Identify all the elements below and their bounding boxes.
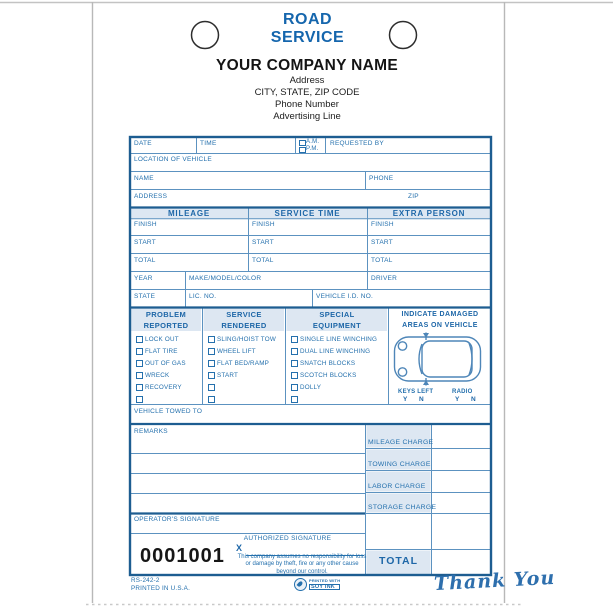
field-label-time: TIME xyxy=(200,140,217,147)
label-dolly: DOLLY xyxy=(300,383,322,391)
label-flat-bed-ramp: FLAT BED/RAMP xyxy=(217,359,270,367)
authorized-signature-label: AUTHORIZED SIGNATURE xyxy=(243,534,332,542)
checkbox-dual-line-winching[interactable] xyxy=(291,348,298,355)
thank-you-script: Thank You xyxy=(433,566,556,596)
checkbox-scotch-blocks[interactable] xyxy=(291,372,298,379)
label-recovery: RECOVERY xyxy=(145,383,182,391)
car-diagram[interactable] xyxy=(392,332,484,386)
checkbox-recovery[interactable] xyxy=(136,384,143,391)
label-single-line-winching: SINGLE LINE WINCHING xyxy=(300,335,378,343)
make-model-color-label: MAKE/MODEL/COLOR xyxy=(189,274,262,282)
field-label-name: NAME xyxy=(134,175,154,182)
checkbox-single-line-winching[interactable] xyxy=(291,336,298,343)
servicetime-total-label: TOTAL xyxy=(252,256,274,264)
soy-ink-text-2: SOY INK xyxy=(309,584,340,591)
towing-charge-label: TOWING CHARGE xyxy=(368,461,431,468)
checkbox-equipment-other[interactable] xyxy=(291,396,298,403)
label-wreck: WRECK xyxy=(145,371,170,379)
mileage-charge-label: MILEAGE CHARGE xyxy=(368,439,434,446)
servicetime-start-label: START xyxy=(252,238,274,246)
extraperson-finish-label: FINISH xyxy=(371,221,394,228)
company-city: CITY, STATE, ZIP CODE xyxy=(254,87,360,98)
field-label-phone: PHONE xyxy=(369,175,394,182)
extraperson-start-label: START xyxy=(371,238,393,246)
year-label: YEAR xyxy=(134,274,153,282)
col-header-service-time: SERVICE TIME xyxy=(274,209,341,218)
company-phone: Phone Number xyxy=(275,99,339,110)
keys-left-yes[interactable]: Y xyxy=(403,396,408,403)
label-dual-line-winching: DUAL LINE WINCHING xyxy=(300,347,371,355)
extraperson-total-label: TOTAL xyxy=(371,256,393,264)
remarks-label: REMARKS xyxy=(134,427,168,435)
col-header-extra-person: EXTRA PERSON xyxy=(392,209,466,218)
label-flat-tire: FLAT TIRE xyxy=(145,347,178,355)
label-snatch-blocks: SNATCH BLOCKS xyxy=(300,359,356,367)
storage-charge-label: STORAGE CHARGE xyxy=(368,504,437,511)
special-equipment-header: SPECIAL EQUIPMENT xyxy=(312,310,362,330)
lic-no-label: LIC. NO. xyxy=(189,292,217,300)
vehicle-towed-to-label: VEHICLE TOWED TO xyxy=(134,407,203,415)
radio-label: RADIO xyxy=(452,388,473,395)
mileage-total-label: TOTAL xyxy=(134,256,156,264)
printed-in-usa: PRINTED IN U.S.A. xyxy=(131,585,191,592)
form-number: 0001001 xyxy=(140,545,225,567)
checkbox-lock-out[interactable] xyxy=(136,336,143,343)
company-ad-line: Advertising Line xyxy=(273,111,341,122)
service-rendered-header: SERVICE RENDERED xyxy=(221,310,267,330)
checkbox-flat-bed-ramp[interactable] xyxy=(208,360,215,367)
labor-charge-label: LABOR CHARGE xyxy=(368,483,426,490)
vehicle-id-label: VEHICLE I.D. NO. xyxy=(316,292,374,300)
mileage-finish-label: FINISH xyxy=(134,221,157,228)
field-label-location: LOCATION OF VEHICLE xyxy=(134,156,212,163)
checkbox-problem-other[interactable] xyxy=(136,396,143,403)
soy-ink-icon xyxy=(294,578,307,591)
checkbox-snatch-blocks[interactable] xyxy=(291,360,298,367)
checkbox-flat-tire[interactable] xyxy=(136,348,143,355)
field-label-requested-by: REQUESTED BY xyxy=(330,140,384,147)
label-start: START xyxy=(217,371,239,379)
label-scotch-blocks: SCOTCH BLOCKS xyxy=(300,371,357,379)
field-label-address: ADDRESS xyxy=(134,192,168,200)
field-label-zip: ZIP xyxy=(408,192,419,200)
label-out-of-gas: OUT OF GAS xyxy=(145,359,186,367)
form-title-line2: SERVICE xyxy=(270,29,345,46)
servicetime-finish-label: FINISH xyxy=(252,221,275,228)
hole-punch-right xyxy=(390,22,417,49)
soy-ink-text-1: PRINTED WITH xyxy=(309,578,341,583)
hole-punch-left xyxy=(192,22,219,49)
total-label: TOTAL xyxy=(378,555,419,567)
am-checkbox[interactable] xyxy=(299,140,306,147)
checkbox-start[interactable] xyxy=(208,372,215,379)
mileage-start-label: START xyxy=(134,238,156,246)
company-name: YOUR COMPANY NAME xyxy=(216,57,398,74)
damage-areas-header: INDICATE DAMAGED AREAS ON VEHICLE xyxy=(401,311,479,329)
checkbox-out-of-gas[interactable] xyxy=(136,360,143,367)
label-lock-out: LOCK OUT xyxy=(145,335,179,343)
checkbox-wheel-lift[interactable] xyxy=(208,348,215,355)
form-title-line1: ROAD xyxy=(282,11,333,28)
pm-label: P.M. xyxy=(306,146,319,152)
checkbox-wreck[interactable] xyxy=(136,372,143,379)
company-address: Address xyxy=(289,75,325,86)
keys-left-no[interactable]: N xyxy=(419,396,424,403)
signature-x-mark: X xyxy=(236,543,243,553)
state-label: STATE xyxy=(134,292,156,300)
pm-checkbox[interactable] xyxy=(299,147,306,154)
driver-label: DRIVER xyxy=(371,274,398,282)
keys-left-label: KEYS LEFT xyxy=(398,388,434,395)
field-label-date: DATE xyxy=(134,140,152,147)
col-header-mileage: MILEAGE xyxy=(167,209,211,218)
radio-yes[interactable]: Y xyxy=(455,396,460,403)
label-wheel-lift: WHEEL LIFT xyxy=(217,347,256,355)
soy-ink-logo xyxy=(294,578,340,591)
disclaimer-line-2: or damage by theft, fire or any other cause xyxy=(245,561,359,567)
am-label: A.M. xyxy=(306,139,320,145)
operator-signature-label: OPERATOR'S SIGNATURE xyxy=(134,516,220,523)
disclaimer-line-1: This company assumes no responsibility for loss xyxy=(237,553,367,560)
disclaimer-line-3: beyond our control. xyxy=(276,568,328,575)
checkbox-service-other-1[interactable] xyxy=(208,384,215,391)
stock-number: RS-242-2 xyxy=(131,577,160,584)
checkbox-service-other-2[interactable] xyxy=(208,396,215,403)
checkbox-dolly[interactable] xyxy=(291,384,298,391)
problem-reported-header: PROBLEM REPORTED xyxy=(143,310,189,330)
checkbox-sling-hoist-tow[interactable] xyxy=(208,336,215,343)
radio-no[interactable]: N xyxy=(471,396,476,403)
label-sling-hoist-tow: SLING/HOIST TOW xyxy=(217,335,276,343)
